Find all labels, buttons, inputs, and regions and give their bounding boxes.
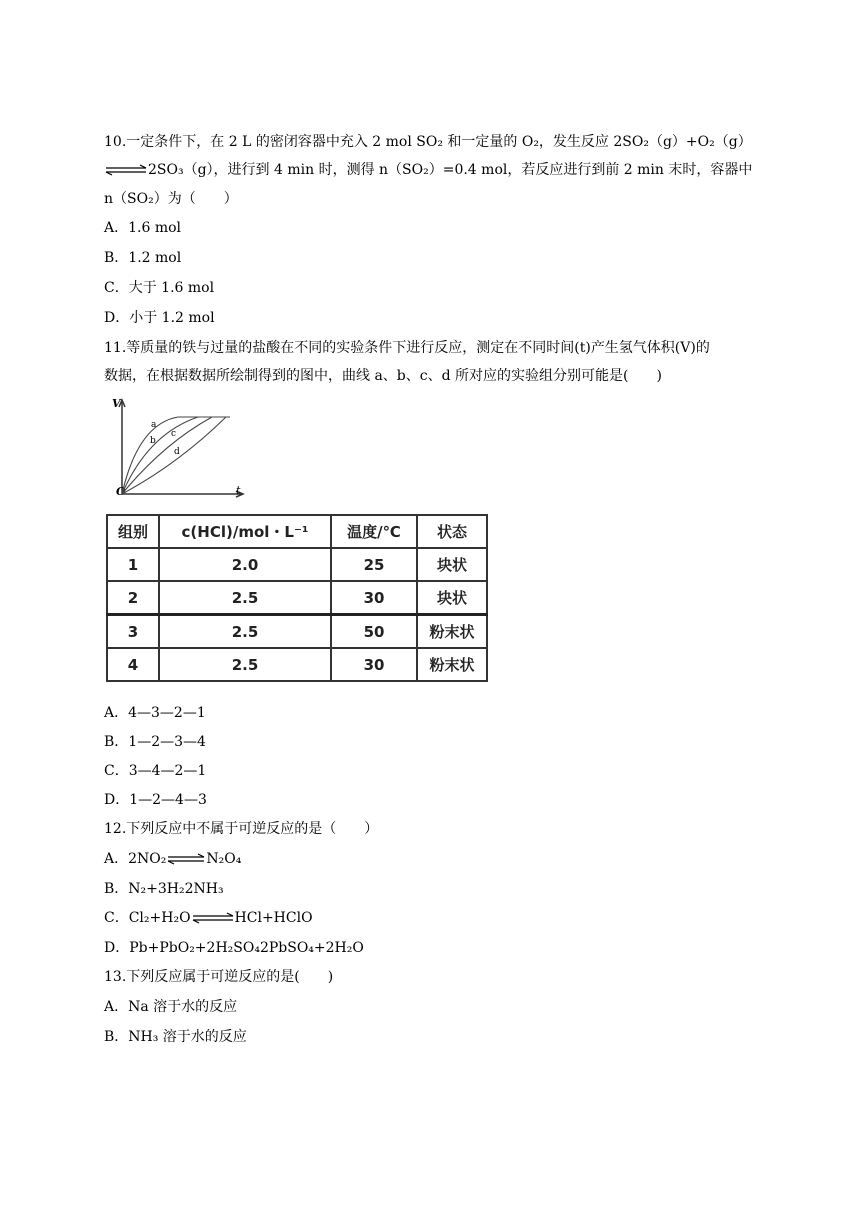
q12-option-d[interactable]: D．Pb+PbO₂+2H₂SO₄2PbSO₄+2H₂O [104, 940, 364, 956]
cell-state: 粉末状 [417, 615, 487, 649]
header-temperature: 温度/℃ [331, 515, 417, 548]
header-group: 组别 [107, 515, 159, 548]
header-concentration: c(HCl)/mol・L⁻¹ [159, 515, 331, 548]
volume-time-graph [108, 394, 248, 498]
q12-option-c-left: C．Cl₂+H₂O [104, 910, 191, 926]
cell-concentration: 2.5 [159, 648, 331, 681]
q11-stem-line1: 11.等质量的铁与过量的盐酸在不同的实验条件下进行反应，测定在不同时间(t)产生氢气体积(V)的 [104, 340, 710, 356]
cell-concentration: 2.5 [159, 581, 331, 615]
equilibrium-arrow-icon [104, 164, 148, 176]
q10-stem-line3: n（SO₂）为（ ） [104, 191, 238, 207]
q11-option-d[interactable]: D．1—2—4—3 [104, 792, 207, 808]
table-row [107, 648, 487, 681]
cell-group: 2 [107, 581, 159, 615]
cell-state: 粉末状 [417, 648, 487, 681]
q10-stem-line2 [104, 160, 752, 180]
cell-temperature: 30 [331, 648, 417, 681]
experiment-table [106, 514, 488, 682]
curve-d-label: d [174, 447, 180, 457]
cell-state: 块状 [417, 548, 487, 581]
q10-option-a[interactable]: A．1.6 mol [104, 220, 182, 236]
table-row [107, 548, 487, 581]
q12-option-a-right: N₂O₄ [206, 851, 242, 867]
q10-option-c[interactable]: C．大于 1.6 mol [104, 280, 215, 296]
q10-stem-line2-text: 2SO₃（g），进行到 4 min 时，测得 n（SO₂）=0.4 mol，若反应进行到前 2 min 末时，容器中 [148, 162, 753, 178]
table-row [107, 615, 487, 649]
cell-temperature: 25 [331, 548, 417, 581]
cell-group: 4 [107, 648, 159, 681]
q11-option-a[interactable]: A．4—3—2—1 [104, 705, 206, 721]
origin-label: O [116, 485, 126, 498]
q12-option-b[interactable]: B．N₂+3H₂2NH₃ [104, 881, 224, 897]
y-axis-label: V [112, 397, 121, 410]
cell-temperature: 30 [331, 581, 417, 615]
curve-c-label: c [171, 429, 177, 439]
q10-option-d[interactable]: D．小于 1.2 mol [104, 310, 215, 326]
q10-option-b[interactable]: B．1.2 mol [104, 250, 182, 266]
q11-stem-line2: 数据，在根据数据所绘制得到的图中，曲线 a、b、c、d 所对应的实验组分别可能是( ) [104, 368, 662, 384]
curve-b-label: b [150, 436, 156, 446]
q13-option-a[interactable]: A．Na 溶于水的反应 [104, 999, 238, 1015]
header-state: 状态 [417, 515, 487, 548]
q13-option-b[interactable]: B．NH₃ 溶于水的反应 [104, 1029, 247, 1045]
q11-option-c[interactable]: C．3—4—2—1 [104, 763, 207, 779]
q12-option-c-right: HCl+HClO [234, 910, 313, 926]
cell-temperature: 50 [331, 615, 417, 649]
q12-option-a[interactable] [104, 849, 241, 869]
x-axis-label: t [236, 484, 241, 497]
cell-state: 块状 [417, 581, 487, 615]
q12-stem: 12.下列反应中不属于可逆反应的是（ ） [104, 821, 379, 837]
equilibrium-arrow-icon [191, 912, 235, 924]
equilibrium-arrow-icon [166, 853, 206, 865]
table-row [107, 581, 487, 615]
q12-option-c[interactable] [104, 908, 313, 928]
q11-option-b[interactable]: B．1—2—3—4 [104, 734, 206, 750]
q13-stem: 13.下列反应属于可逆反应的是( ) [104, 969, 334, 985]
q10-stem-line1: 10.一定条件下，在 2 L 的密闭容器中充入 2 mol SO₂ 和一定量的 O₂，发生反应 2SO₂（g）+O₂（g） [104, 134, 752, 150]
curve-a-label: a [151, 420, 157, 430]
table-header-row [107, 515, 487, 548]
cell-concentration: 2.5 [159, 615, 331, 649]
q12-option-a-left: A．2NO₂ [104, 851, 167, 867]
cell-group: 1 [107, 548, 159, 581]
cell-group: 3 [107, 615, 159, 649]
cell-concentration: 2.0 [159, 548, 331, 581]
